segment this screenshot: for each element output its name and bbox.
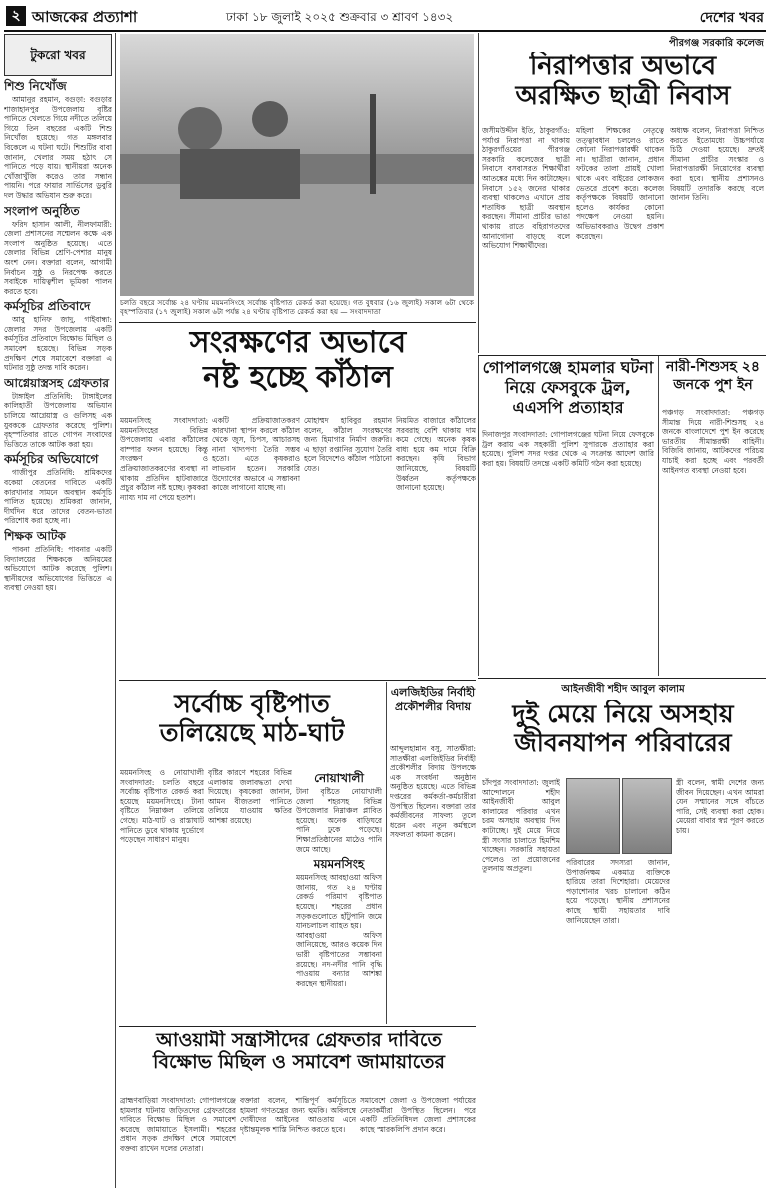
column-divider <box>386 682 387 1024</box>
lged-headline: এলজিইডির নির্বাহী প্রকৌশলীর বিদায় <box>390 686 476 713</box>
kalam-headline <box>482 700 764 772</box>
sidebar-item-head: আগ্নেয়াস্ত্রসহ গ্রেফতার <box>4 375 109 390</box>
sidebar-item-text: ফরিদ হাসান আলী, নীলফামারী: জেলা প্রশাসনের সম্মেলন কক্ষে এক সংলাপ অনুষ্ঠিত হয়েছে। এতে জেলার বিভিন্ন শ্রেণি-পেশার মানুষ অংশ নেন। বক্তারা বলেন, আগামী নির্বাচন সুষ্ঠু ও নিরপেক্ষ করতে সবাইকে দায়িত্বশীল ভূমিকা পালন করতে হবে। <box>4 219 112 296</box>
sidebar-item-head: শিক্ষক আটক <box>4 528 66 543</box>
rain-headline-line-1: সর্বোচ্চ বৃষ্টিপাত <box>174 690 330 718</box>
kalam-portrait-photo <box>566 778 620 854</box>
gopalganj-text: দিনাজপুর সংবাদদাতা: গোপালগঞ্জের ঘটনা নিয়ে ফেসবুকে ট্রল করায় এক সহকারী পুলিশ সুপারকে প্রত্যাহার করা হয়েছে। পুলিশ সদর দপ্তর থেকে এ সংক্রান্ত আদেশ জারি করা হয়। বিষয়টি তদন্তে একটি কমিটি গঠন করা হয়েছে। <box>482 430 654 468</box>
lged-text: আব্দুলহান্নান বসু, সাতক্ষীরা: সাতক্ষীরা এলজিইডির নির্বাহী প্রকৌশলীর বিদায় উপলক্ষে এক সংবর্ধনা অনুষ্ঠান অনুষ্ঠিত হয়েছে। এতে বিভিন্ন দপ্তরের কর্মকর্তা-কর্মচারীরা উপস্থিত ছিলেন। বক্তারা তার কর্মজীবনের সাফল্য তুলে ধরেন এবং নতুন কর্মস্থলে সফলতা কামনা করেন। <box>390 744 476 840</box>
awami-headline-line-2: বিক্ষোভ মিছিল ও সমাবেশ জামায়াতের <box>153 1050 445 1073</box>
dorm-headline-line-1: নিরাপত্তার অভাবে <box>529 52 717 81</box>
awami-column-1: ব্রাহ্মণবাড়িয়া সংবাদদাতা: গোপালগঞ্জে হামলার ঘটনায় জড়িতদের গ্রেফতারের দাবিতে বিক্ষোভ মিছিল ও সমাবেশ করেছে জামায়াতে ইসলামী। শহরের প্রধান সড়ক প্রদক্ষিণ শেষে সমাবেশে বক্তব্য রাখেন দলের নেতারা। <box>120 1096 236 1153</box>
daughter-photo <box>622 778 672 854</box>
noakhali-text: টানা বৃষ্টিতে নোয়াখালী জেলা শহরসহ বিভিন্ন উপজেলার নিম্নাঞ্চল প্লাবিত হয়েছে। অনেক বাড়িঘরে পানি ঢুকে পড়েছে। শিক্ষাপ্রতিষ্ঠানের মাঠেও পানি জমে আছে। <box>296 787 382 854</box>
jackfruit-headline <box>122 326 474 412</box>
pushin-text: পঞ্চগড় সংবাদদাতা: পঞ্চগড় সীমান্ত দিয়ে নারী-শিশুসহ ২৪ জনকে বাংলাদেশে পুশ ইন করেছে ভারতীয় সীমান্তরক্ষী বাহিনী। বিজিবি জানায়, আটকদের পরিচয় যাচাই করা হচ্ছে এবং পরবর্তী আইনগত ব্যবস্থা নেওয়া হবে। <box>662 408 764 475</box>
rain-headline <box>122 690 382 760</box>
kalam-column-1: চাঁদপুর সংবাদদাতা: জুলাই আন্দোলনে শহীদ আইনজীবী আবুল কালামের পরিবার এখন চরম অসহায় অবস্থায় দিন কাটাচ্ছে। দুই মেয়ে নিয়ে স্ত্রী সংসার চালাতে হিমশিম খাচ্ছেন। সরকারি সহায়তা পেলেও তা প্রয়োজনের তুলনায় অপ্রতুল। <box>482 778 560 874</box>
awami-column-3: সমাবেশে জেলা ও উপজেলা পর্যায়ের নেতাকর্মীরা উপস্থিত ছিলেন। পরে একটি প্রতিনিধিদল জেলা প্রশাসকের কাছে স্মারকলিপি প্রদান করে। <box>360 1096 476 1134</box>
rain-column-2: বৃষ্টির কারণে শহরের বিভিন্ন এলাকায় জলাবদ্ধতা দেখা দিয়েছে। কৃষকেরা জানান, আমন বীজতলা পানিতে তলিয়ে যাওয়ায় ক্ষতির আশঙ্কা রয়েছে। <box>208 768 292 825</box>
jackfruit-headline-line-1: সংরক্ষণের অভাবে <box>189 326 407 360</box>
sidebar-item-text: টাঙ্গাইল প্রতিনিধি: টাঙ্গাইলের কালিহাতী উপজেলায় অভিযান চালিয়ে আগ্নেয়াস্ত্র ও গুলিসহ এক যুবককে গ্রেফতার করেছে পুলিশ। বৃহস্পতিবার রাতে গোপন সংবাদের ভিত্তিতে তাকে আটক করা হয়। <box>4 391 112 449</box>
column-divider <box>478 33 479 353</box>
kalam-column-2: পরিবারের সদস্যরা জানান, উপার্জনক্ষম একমাত্র ব্যক্তিকে হারিয়ে তারা দিশেহারা। মেয়েদের পড়াশোনার খরচ চালানো কঠিন হয়ে পড়েছে। স্থানীয় প্রশাসনের কাছে স্থায়ী সহায়তার দাবি জানিয়েছেন তারা। <box>566 858 670 925</box>
dorm-column-2: মহিলা শিক্ষকের নেতৃত্বে তত্ত্বাবধান চললেও রাতে কোনো নিরাপত্তারক্ষী থাকেন না। ছাত্রীরা জানান, প্রধান ফটকের তালা প্রায়ই খোলা থাকে এবং বাইরের লোকজন ভেতরে প্রবেশ করে। কলেজ কর্তৃপক্ষকে বিষয়টি জানানো হলেও কার্যকর কোনো পদক্ষেপ নেওয়া হয়নি। অভিভাবকরাও উদ্বেগ প্রকাশ করেছেন। <box>576 126 664 241</box>
dorm-column-3: অধ্যক্ষ বলেন, নিরাপত্তা নিশ্চিত করতে ইতোমধ্যে উচ্চপর্যায়ে চিঠি দেওয়া হয়েছে। দ্রুতই সীমানা প্রাচীর সংস্কার ও নিরাপত্তারক্ষী নিয়োগের ব্যবস্থা করা হবে। স্থানীয় প্রশাসনও বিষয়টি তদারকি করছে বলে জানান তিনি। <box>670 126 764 203</box>
sidebar <box>4 34 112 1188</box>
flood-photo-art <box>120 34 474 296</box>
rain-column-1: ময়মনসিংহ ও নোয়াখালী সংবাদদাতা: চলতি বছরে সর্বোচ্চ বৃষ্টিপাত রেকর্ড করা হয়েছে ময়মনসিংহে। টানা বৃষ্টিতে নিম্নাঞ্চল তলিয়ে গেছে। মাঠ-ঘাট ও রাস্তাঘাট পানিতে ডুবে থাকায় দুর্ভোগে পড়েছেন সাধারণ মানুষ। <box>120 768 204 845</box>
pushin-rule <box>478 678 766 679</box>
kalam-column-3: স্ত্রী বলেন, স্বামী দেশের জন্য জীবন দিয়েছেন। এখন আমরা যেন সম্মানের সঙ্গে বাঁচতে পারি, সেই ব্যবস্থা করা হোক। মেয়েরা বাবার স্বপ্ন পূরণ করতে চায়। <box>676 778 764 835</box>
dateline: ঢাকা ১৮ জুলাই ২০২৫ শুক্রবার ৩ শ্রাবণ ১৪৩২ <box>226 10 454 24</box>
sidebar-item-head: কর্মসূচির প্রতিবাদে <box>4 299 91 314</box>
sidebar-item-text: আমানুর রহমান, বগুড়া: বগুড়ার শাজাহানপুর উপজেলায় বৃষ্টির পানিতে খেলতে গিয়ে নদীতে তলিয়ে গিয়ে তিন বছরের একটি শিশু নিখোঁজ হয়েছে। গত মঙ্গলবার বিকেলে এ ঘটনা ঘটে। শিশুটির বাবা জানান, খেলার সময় হঠাৎ সে পানিতে পড়ে যায়। স্থানীয়রা অনেক খোঁজাখুঁজি করেও তার সন্ধান পায়নি। পরে ফায়ার সার্ভিসের ডুবুরি দল উদ্ধার অভিযান শুরু করে। <box>4 95 112 200</box>
sidebar-item-head: সংলাপ অনুষ্ঠিত <box>4 203 80 218</box>
kalam-kicker: আইনজীবী শহীদ আবুল কালাম <box>561 684 685 695</box>
sidebar-divider <box>115 33 116 1188</box>
awami-headline-line-1: আওয়ামী সন্ত্রাসীদের গ্রেফতার দাবিতে <box>156 1030 442 1051</box>
dorm-rule <box>478 355 766 356</box>
gopalganj-headline: গোপালগঞ্জে হামলার ঘটনা নিয়ে ফেসবুকে ট্রল, এএসপি প্রত্যাহার <box>482 358 654 417</box>
page-number: ২ <box>6 6 26 26</box>
awami-column-2: বক্তারা বলেন, শান্তিপূর্ণ কর্মসূচিতে হামলা গণতন্ত্রের জন্য হুমকি। অবিলম্বে দোষীদের আইনের আওতায় এনে দৃষ্টান্তমূলক শাস্তি নিশ্চিত করতে হবে। <box>240 1096 356 1134</box>
dorm-kicker: পীরগঞ্জ সরকারি কলেজ <box>669 38 764 49</box>
section-title: দেশের খবর <box>699 10 764 26</box>
photo-caption: চলতি বছরে সর্বোচ্চ ২৪ ঘণ্টায় ময়মনসিংহে সর্বোচ্চ বৃষ্টিপাত রেকর্ড করা হয়েছে। গত বুধবার (১৬ জুলাই) সকাল ৬টা থেকে বৃহস্পতিবার (১৭ জুলাই) সকাল ৬টা পর্যন্ত ২৪ ঘণ্টায় বৃষ্টিপাত রেকর্ড করা হয় — সংবাদদাতা <box>120 298 474 316</box>
masthead-rule <box>4 30 766 32</box>
rain-column-3-text: আবহাওয়া অফিস জানিয়েছে, আরও কয়েক দিন ভারী বৃষ্টিপাতের সম্ভাবনা রয়েছে। নদ-নদীর পানি বৃদ্ধি পাওয়ায় বন্যার আশঙ্কা করছেন স্থানীয়রা। <box>296 930 382 988</box>
rain-headline-line-2: তলিয়েছে মাঠ-ঘাট <box>159 717 345 747</box>
paper-name: আজকের প্রত্যাশা <box>32 8 138 26</box>
jackfruit-rule <box>119 680 476 681</box>
pushin-headline: নারী-শিশুসহ ২৪ জনকে পুশ ইন <box>666 359 760 393</box>
awami-headline <box>122 1030 476 1092</box>
column-divider <box>478 356 479 676</box>
sidebar-item-head: শিশু নিখোঁজ <box>4 79 67 93</box>
photo-rule <box>119 322 476 323</box>
sidebar-logo: টুকরো খবর <box>4 34 112 76</box>
mymensingh-text: ময়মনসিংহ আবহাওয়া অফিস জানায়, গত ২৪ ঘণ্টায় রেকর্ড পরিমাণ বৃষ্টিপাত হয়েছে। শহরের প্রধান সড়কগুলোতে হাঁটুপানি জমে যানচলাচল ব্যাহত হয়। <box>296 873 382 931</box>
kalam-headline-line-1: দুই মেয়ে নিয়ে অসহায় <box>512 700 734 728</box>
dorm-headline-line-2: অরক্ষিত ছাত্রী নিবাস <box>515 80 731 111</box>
masthead <box>6 4 764 28</box>
sidebar-item-text: পাবনা প্রতিনিধি: পাবনার একটি বিদ্যালয়ের শিক্ষককে অনিয়মের অভিযোগে আটক করেছে পুলিশ। স্থানীয়দের অভিযোগের ভিত্তিতে এ ব্যবস্থা নেওয়া হয়। <box>4 544 112 593</box>
jackfruit-column-4: নিয়মিত বাজারে কাঁঠালের সরবরাহ বেশি থাকায় দাম কমে গেছে। অনেক কৃষক বাধ্য হয়ে কম দামে বিক্রি করছেন। কৃষি বিভাগ জানিয়েছে, বিষয়টি উর্ধ্বতন কর্তৃপক্ষকে জানানো হয়েছে। <box>396 416 476 493</box>
sidebar-item-text: গাজীপুর প্রতিনিধি: শ্রমিকদের বকেয়া বেতনের দাবিতে একটি কারখানার সামনে অবস্থান কর্মসূচি পালিত হয়েছে। শ্রমিকরা জানান, দীর্ঘদিন ধরে তাদের বেতন-ভাতা পরিশোধ করা হচ্ছে না। <box>4 468 112 526</box>
jackfruit-column-3: মোহাম্মদ হাবিবুর রহমান বলেন, কাঁঠাল সংরক্ষণের জন্য হিমাগার নির্মাণ জরুরি। এ ছাড়া রপ্তানির সুযোগ তৈরি হলে বিদেশেও কাঁঠাল পাঠানো যেত। <box>304 416 392 473</box>
flood-photo <box>120 34 474 296</box>
jackfruit-headline-line-2: নষ্ট হচ্ছে কাঁঠাল <box>203 359 393 395</box>
rain-column-3 <box>296 768 382 1024</box>
dorm-headline <box>482 52 764 122</box>
sidebar-item-text: আবু হানিফ জাদু, গাইবান্ধা: জেলার সদর উপজেলায় একটি কর্মসূচির প্রতিবাদে বিক্ষোভ মিছিল ও সমাবেশ হয়েছে। বিভিন্ন সড়ক প্রদক্ষিণ শেষে সমাবেশে বক্তারা এ ঘটনার সুষ্ঠু তদন্ত দাবি করেন। <box>4 315 112 373</box>
rain-rule <box>119 1026 476 1027</box>
dorm-column-1: জসীমউদ্দীন ইতি, ঠাকুরগাঁও: পর্যাপ্ত নিরাপত্তা না থাকায় ঠাকুরগাঁওয়ের পীরগঞ্জ সরকারি কলেজের ছাত্রী নিবাসে বসবাসরত শিক্ষার্থীরা আতঙ্কের মধ্যে দিন কাটাচ্ছেন। নিবাসে ১৫২ জনের থাকার ব্যবস্থা থাকলেও এখানে প্রায় শতাধিক ছাত্রী অবস্থান করছেন। সীমানা প্রাচীর ভাঙা থাকায় রাতে বহিরাগতদের আনাগোনা বাড়ছে বলে অভিযোগ শিক্ষার্থীদের। <box>482 126 570 251</box>
jackfruit-column-2: একটি প্রক্রিয়াজাতকরণ কারখানা স্থাপন করলে কাঁঠাল থেকে জুস, চিপস, আচারসহ নানা খাদ্যপণ্য তৈরি সম্ভব হতো। এতে কৃষকরাও লাভবান হতেন। সরকারি উদ্যোগের অভাবে এ সম্ভাবনা কাজে লাগানো যাচ্ছে না। <box>212 416 300 493</box>
column-divider <box>658 356 659 676</box>
jackfruit-column-1: ময়মনসিংহ সংবাদদাতা: ময়মনসিংহের বিভিন্ন উপজেলায় এবার কাঁঠালের বাম্পার ফলন হয়েছে। কিন্তু সংরক্ষণ ও প্রক্রিয়াজাতকরণের ব্যবস্থা না থাকায় প্রতিদিন হাটবাজারে প্রচুর কাঁঠাল নষ্ট হচ্ছে। কৃষকরা ন্যায্য দাম না পেয়ে হতাশ। <box>120 416 208 502</box>
sidebar-items <box>4 79 112 593</box>
noakhali-subhead: নোয়াখালী <box>314 771 364 785</box>
kalam-headline-line-2: জীবনযাপন পরিবারের <box>514 727 732 757</box>
mymensingh-subhead: ময়মনসিংহ <box>313 857 365 872</box>
sidebar-item-head: কর্মসূচির অভিযোগে <box>4 452 99 467</box>
